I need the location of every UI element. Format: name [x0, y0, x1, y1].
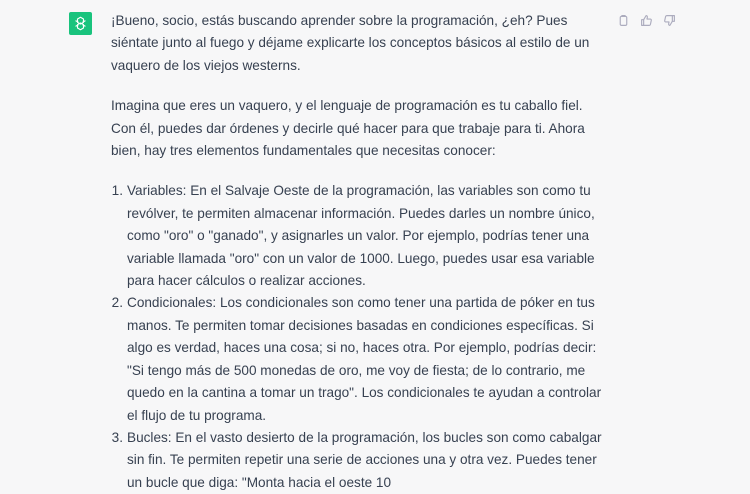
list-item-text: Condicionales: Los condicionales son como tener una partida de póker en tus manos. Te permiten tomar decisiones basadas en condiciones específicas. Si algo es verdad, haces una cosa; si no, haces otra. Por ejemplo, podrías decir: "Si tengo más de 500 monedas de oro, me voy de fiesta; de lo contrario, me quedo en la cantina a tomar un trago". Los condicionales te ayudan a controlar el flujo de tu programa.: [127, 295, 602, 423]
thumbs-down-button[interactable]: [662, 13, 676, 27]
message-paragraph: Imagina que eres un vaquero, y el lenguaje de programación es tu caballo fiel. Con él, puedes dar órdenes y decirle qué hacer para que trabaje para ti. Ahora bien, hay tres elementos fundamentales que necesitas conocer:: [111, 98, 585, 159]
message-actions: [616, 13, 676, 27]
concept-list: [111, 180, 611, 494]
thumbs-up-icon: [640, 14, 653, 27]
list-number: 2.: [111, 295, 123, 311]
list-item-text: Bucles: En el vasto desierto de la programación, los bucles son como cabalgar sin fin. Te permiten repetir una serie de acciones una y otra vez. Puedes tener un bucle que diga: "Monta hacia el oeste 10: [127, 429, 602, 490]
copy-button[interactable]: [616, 13, 630, 27]
list-number: 1.: [111, 183, 123, 199]
message-intro: ¡Bueno, socio, estás buscando aprender sobre la programación, ¿eh? Pues siéntate junto al fuego y déjame explicarte los conceptos básicos al estilo de un vaquero de los viejos westerns.: [111, 13, 590, 73]
copy-icon: [617, 14, 630, 27]
list-item: [111, 180, 611, 292]
list-item-text: Variables: En el Salvaje Oeste de la programación, las variables son como tu revólver, te permiten almacenar información. Puedes darles un nombre único, como "oro" o "ganado", y asignarles un valor. Por ejemplo, podrías tener una variable llamada "oro" con un valor de 1000. Luego, puedes usar esa variable para hacer cálculos o realizar acciones.: [127, 183, 595, 289]
list-item: [111, 427, 611, 494]
openai-logo-icon: [72, 15, 89, 32]
thumbs-up-button[interactable]: [639, 13, 653, 27]
message-content: [111, 10, 611, 494]
thumbs-down-icon: [663, 14, 676, 27]
list-item: [111, 292, 611, 426]
assistant-avatar: [69, 12, 92, 35]
list-number: 3.: [111, 429, 123, 445]
